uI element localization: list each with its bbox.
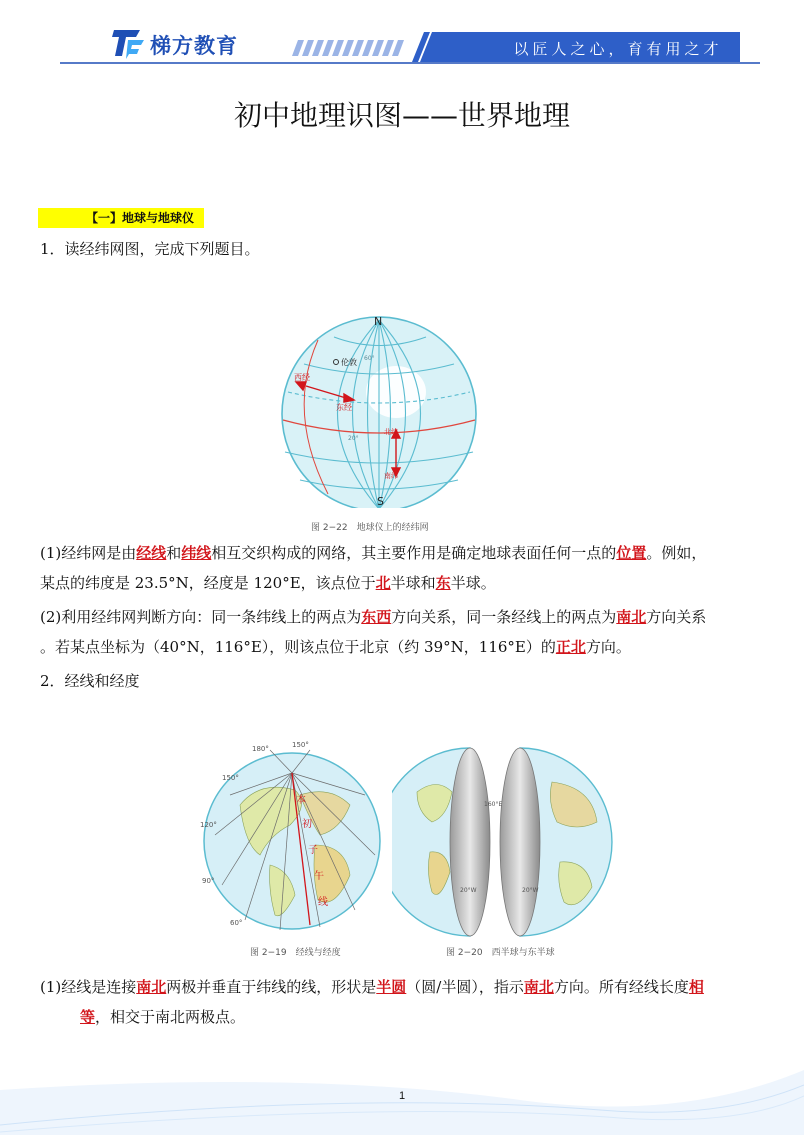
deg-60-label: 60° bbox=[230, 919, 243, 927]
meridian-char-4: 午 bbox=[314, 871, 324, 882]
deg-180-label: 180° bbox=[252, 745, 269, 753]
text: (2)利用经纬网判断方向：同一条纬线上的两点为 bbox=[40, 608, 362, 626]
answer: 相 bbox=[688, 978, 704, 996]
slogan: 以匠人之心，育有用之才 bbox=[513, 40, 723, 58]
logo-text: 梯方教育 bbox=[150, 34, 238, 58]
deg-90-label: 90° bbox=[202, 877, 215, 885]
text: 。若某点坐标为（40°N，116°E），则该点位于北京（约 39°N，116°E）的 bbox=[40, 638, 556, 656]
logo-icon bbox=[112, 26, 146, 60]
answer: 北 bbox=[375, 574, 391, 592]
deg-120-label: 120° bbox=[200, 821, 217, 829]
footer-wave-decoration bbox=[0, 1030, 804, 1135]
section-heading: 【一】地球与地球仪 bbox=[38, 208, 204, 228]
answer: 经线 bbox=[136, 544, 167, 562]
deg-20w-label: 20°W bbox=[522, 887, 539, 894]
meridian-char-2: 初 bbox=[302, 819, 312, 830]
q2-paragraph-1 bbox=[40, 972, 780, 1032]
text: 方向关系 bbox=[646, 608, 707, 626]
london-label: 伦敦 bbox=[341, 358, 357, 367]
south-latitude-label: 南纬 bbox=[384, 472, 398, 480]
meridian-globe-figure bbox=[200, 735, 385, 940]
answer: 正北 bbox=[555, 638, 586, 656]
question-2-title: 2．经线和经度 bbox=[40, 672, 140, 690]
figure-caption: 图 2−22 地球仪上的经纬网 bbox=[311, 523, 429, 533]
text: 和 bbox=[166, 544, 182, 562]
north-latitude-label: 北纬 bbox=[384, 428, 398, 436]
answer: 南北 bbox=[616, 608, 647, 626]
deg-60-label: 60° bbox=[364, 355, 375, 362]
text: (1)经纬网是由 bbox=[40, 544, 137, 562]
deg-150-label: 150° bbox=[292, 741, 309, 749]
meridian-char-3: 子 bbox=[308, 845, 318, 856]
figure-caption: 图 2−20 西半球与东半球 bbox=[446, 948, 555, 958]
answer: 南北 bbox=[136, 978, 167, 996]
text: 相互交织构成的网络，其主要作用是确定地球表面任何一点的 bbox=[211, 544, 617, 562]
text: (1)经线是连接 bbox=[40, 978, 137, 996]
south-pole-label: S bbox=[377, 495, 384, 508]
answer: 纬线 bbox=[181, 544, 212, 562]
east-longitude-label: 东经 bbox=[336, 403, 352, 412]
meridian-char-5: 线 bbox=[318, 897, 328, 908]
q1-paragraph-2 bbox=[40, 602, 770, 662]
page-title: 初中地理识图——世界地理 bbox=[233, 99, 570, 132]
deg-20-label: 20° bbox=[348, 435, 359, 442]
answer: 等 bbox=[80, 1008, 96, 1026]
text: 两极并垂直于纬线的线，形状是 bbox=[166, 978, 377, 996]
q1-paragraph-1 bbox=[40, 538, 770, 598]
answer: 东西 bbox=[361, 608, 392, 626]
question-1-title: 1．读经纬网图，完成下列题目。 bbox=[40, 240, 260, 258]
text: 方向。所有经线长度 bbox=[553, 978, 689, 996]
deg-160e-label: 160°E bbox=[484, 801, 503, 808]
answer: 东 bbox=[435, 574, 451, 592]
hemispheres-figure bbox=[392, 742, 614, 942]
deg-20w-label: 20°W bbox=[460, 887, 477, 894]
text: 。例如， bbox=[646, 544, 707, 562]
globe-graticule-figure bbox=[276, 312, 482, 508]
north-pole-label: N bbox=[374, 315, 383, 328]
text: 方向关系，同一条经线上的两点为 bbox=[391, 608, 617, 626]
page-number: 1 bbox=[398, 1090, 406, 1102]
west-longitude-label: 西经 bbox=[294, 373, 310, 382]
answer: 南北 bbox=[523, 978, 554, 996]
text: 半球和 bbox=[390, 574, 436, 592]
text: 半球。 bbox=[450, 574, 496, 592]
text: （圆/半圆），指示 bbox=[406, 978, 524, 996]
text: 方向。 bbox=[585, 638, 631, 656]
meridian-char-1: 本 bbox=[296, 795, 306, 806]
answer: 半圆 bbox=[376, 978, 407, 996]
text: 某点的纬度是 23.5°N，经度是 120°E，该点位于 bbox=[40, 574, 376, 592]
figure-caption: 图 2−19 经线与经度 bbox=[250, 948, 341, 958]
answer: 位置 bbox=[616, 544, 647, 562]
text: ，相交于南北两极点。 bbox=[95, 1008, 246, 1026]
deg-150-left-label: 150° bbox=[222, 774, 239, 782]
